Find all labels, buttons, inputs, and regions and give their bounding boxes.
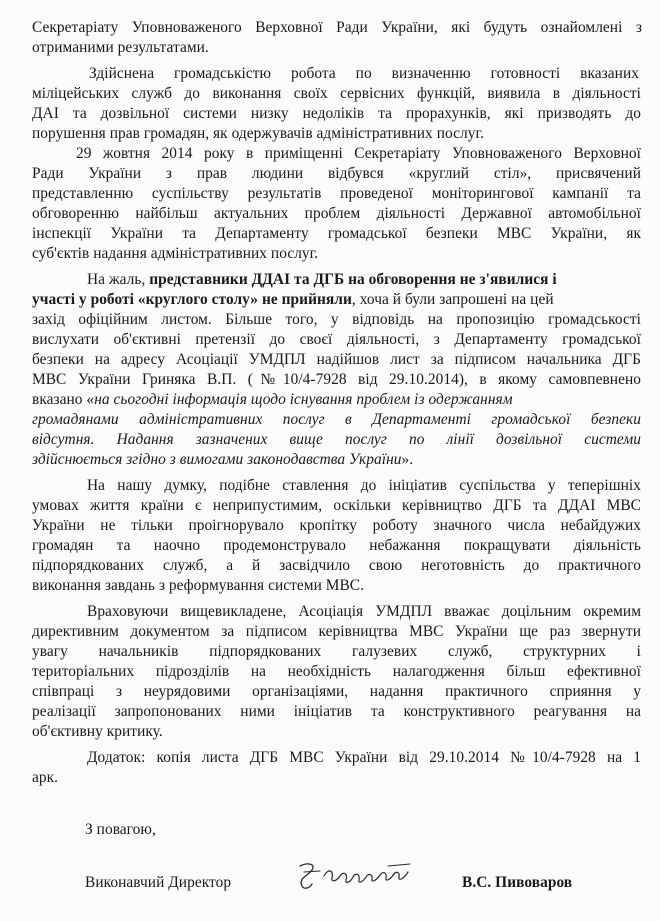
text-line [32, 290, 554, 310]
text-line: увагу начальників підпорядкованих галузевих служб, структурних і [32, 643, 641, 660]
text-line: суб'єктів надання адміністративних послуг. [32, 245, 319, 262]
bold-text-run: представники ДДАІ та ДГБ на обговорення не з'явилися і [149, 271, 557, 288]
text-line: порушення прав громадян, як одержувачів адміністративних послуг. [32, 125, 484, 142]
closing-text: З повагою, [85, 821, 156, 838]
handwritten-signature [290, 858, 440, 898]
text-line: ДАІ та дозвільної системи низку недоліків та прорахунків, які призводять до [32, 105, 641, 122]
text-line: співпраці з неурядовими організаціями, надання практичного сприяння у [32, 683, 641, 700]
text-line: директивним документом за підписом керівництва МВС України ще раз звернути [32, 623, 641, 640]
signer-name: В.С. Пивоваров [462, 874, 573, 891]
italic-text-line: відсутня. Надання зазначених вище послуг по лінії дозвільної системи [32, 431, 641, 448]
text-line: реалізації запропонованих ними ініціатив та конструктивного реагування на [32, 703, 641, 720]
text-line: України не тільки проігнорувало кропітку роботу значного числа небайдужих [32, 517, 641, 534]
text-line: 29 жовтня 2014 року в приміщенні Секретаріату Уповноваженого Верховної [76, 145, 641, 162]
text-run: На жаль, [87, 271, 150, 288]
text-line: об'єктивну критику. [32, 723, 163, 740]
text-line: громадян та наочно продемонструвало небажання покращувати діяльність [32, 537, 641, 554]
text-run: ». [401, 451, 414, 468]
text-run: , хоча й були запрошені на цей [351, 291, 554, 308]
text-line: отриманими результатами. [32, 39, 209, 56]
text-line: Враховуючи вищевикладене, Асоціація УМДПЛ вважає доцільним окремим [87, 603, 641, 620]
text-line [32, 390, 513, 410]
text-line: безпеки на адресу Асоціації УМДПЛ надійшов лист за підписом начальника ДГБ [32, 351, 641, 368]
attachment-line: Додаток: копія листа ДГБ МВС України від 29.10.2014 №10/4-7928 на 1 [87, 749, 641, 766]
text-line: інспекції України та Департаменту громадської безпеки МВС України, як [32, 225, 641, 242]
text-line: На нашу думку, подібне ставлення до ініціатив суспільства у теперішніх [87, 477, 641, 494]
text-line [32, 450, 413, 470]
text-line: захід офіційним листом. Більше того, у відповідь на пропозицію громадськості [32, 311, 641, 328]
bold-text-run: участі у роботі «круглого столу» не прийняли [32, 291, 352, 308]
signer-title: Виконавчий Директор [85, 874, 232, 891]
text-line: Секретаріату Уповноваженого Верховної Ради України, які будуть ознайомлені з [32, 19, 642, 36]
text-line: умовах життя країни є неприпустимим, оскільки керівництво ДГБ та ДДАІ МВС [32, 497, 641, 514]
text-line: вислухати об'єктивні претензії до своєї діяльності, з Департаменту громадської [32, 331, 641, 348]
text-line: виконання завдань з реформування системи МВС. [32, 577, 365, 594]
text-line: обговоренню найбільш актуальних проблем діяльності Державної автомобільної [32, 205, 641, 222]
text-line: територіальних підрозділів на необхідність налагодження більш ефективної [32, 663, 641, 680]
text-line: підпорядкованих служб, а й засвідчило свою неготовність до практичного [32, 557, 641, 574]
text-line [87, 270, 557, 290]
text-line: представленню суспільству результатів проведеної моніторингової кампанії та [32, 185, 641, 202]
text-line: міліцейських служб до виконання своїх сервісних функцій, виявила в діяльності [32, 85, 641, 102]
italic-text-run: здійснюється згідно з вимогами законодавства України [32, 451, 402, 468]
text-line: МВС України Гриняка В.П. (№10/4-7928 від 29.10.2014), в якому самовпевнено [32, 371, 641, 388]
attachment-line: арк. [32, 769, 59, 786]
text-line: Здійснена громадськістю робота по визначенню готовності вказаних [89, 65, 639, 82]
text-run: вказано « [32, 391, 95, 408]
italic-text-line: громадянами адміністративних послуг в Департаменті громадської безпеки [32, 411, 641, 428]
italic-text-run: на сьогодні інформація щодо існування проблем із одержанням [94, 391, 513, 408]
text-line: Ради України з прав людини відбувся «круглий стіл», присвячений [32, 165, 641, 182]
